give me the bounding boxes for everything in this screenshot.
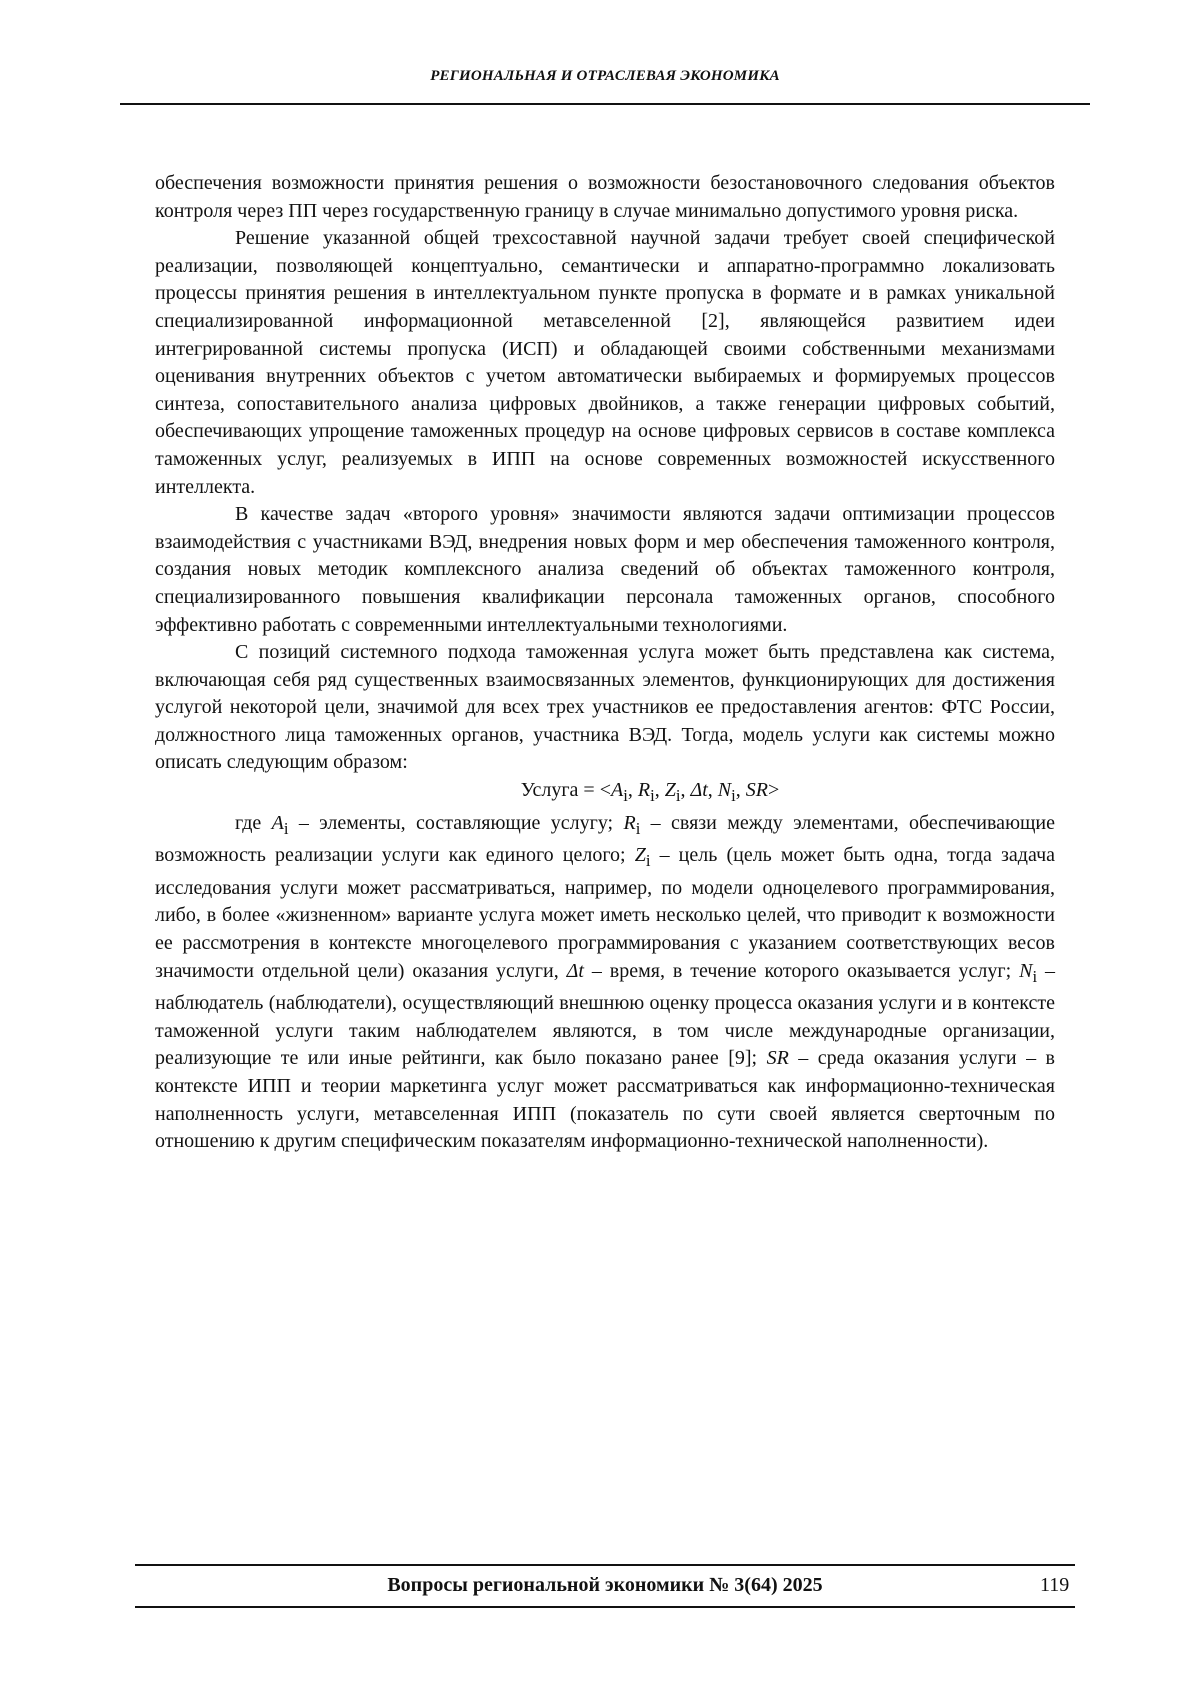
- paragraph-3: В качестве задач «второго уровня» значимости являются задачи оптимизации процессов взаимодействия с участниками ВЭД, внедрения новых форм и мер обеспечения таможенного контроля, создания новых методик комплексного анализа сведений об объектах таможенного контроля, специализированного повышения квалификации персонала таможенных органов, способного эффективно работать с современными интеллектуальными технологиями.: [155, 503, 1055, 636]
- running-title: РЕГИОНАЛЬНАЯ И ОТРАСЛЕВАЯ ЭКОНОМИКА: [430, 68, 780, 84]
- header-rule: [120, 103, 1090, 105]
- journal-title: Вопросы региональной экономики № 3(64) 2025: [387, 1574, 823, 1596]
- page-number: 119: [1040, 1574, 1070, 1596]
- service-model-formula: Услуга = $<A_i$, $R_i$, $Z_i$, Δt, $N_i$, SR>: [520, 779, 780, 806]
- paragraph-1: обеспечения возможности принятия решения о возможности безостановочного следования объектов контроля через ПП через государственную границу в случае минимально допустимого уровня риска.: [155, 172, 1055, 222]
- paragraph-2: Решение указанной общей трехсоставной научной задачи требует своей специфической реализации, позволяющей концептуально, семантически и аппаратно-программно локализовать процессы принятия решения в интеллектуальном пункте пропуска в формате и в рамках уникальной специализированной информационной метавселенной [2], являющейся развитием идеи интегрированной системы пропуска (ИСП) и обладающей своими собственными механизмами оценивания внутренних объектов с учетом автоматически выбираемых и формируемых процессов синтеза, сопоставительного анализа цифровых двойников, а также генерации цифровых событий, обеспечивающих упрощение таможенных процедур на основе цифровых сервисов в составе комплекса таможенных услуг, реализуемых в ИПП на основе современных возможностей искусственного интеллекта.: [155, 227, 1055, 498]
- footer-rule-bottom: [135, 1606, 1075, 1608]
- paragraph-4: С позиций системного подхода таможенная услуга может быть представлена как система, включающая себя ряд существенных взаимосвязанных элементов, функционирующих для достижения услугой некоторой цели, значимой для всех трех участников ее предоставления агентов: ФТС России, должностного лица таможенных органов, участника ВЭД. Тогда, модель услуги как системы можно описать следующим образом:: [155, 641, 1055, 774]
- paragraph-5: где $A_i$ – элементы, составляющие услугу; $R_i$ – связи между элементами, обеспечивающие возможность реализации услуги как единого целого; $Z_i$ – цель (цель может быть одна, тогда задача исследования услуги может рассматриваться, например, по модели одноцелевого программирования, либо, в более «жизненном» варианте услуга может иметь несколько целей, что приводит к возможности ее рассмотрения в контексте многоцелевого программирования с указанием соответствующих весов значимости отдельной цели) оказания услуги, Δt – время, в течение которого оказывается услуг; $N_i$ – наблюдатель (наблюдатели), осуществляющий внешнюю оценку процесса оказания услуги и в контексте таможенной услуги таким наблюдателем являются, в том числе международные организации, реализующие те или иные рейтинги, как было показано ранее [9]; SR – среда оказания услуги – в контексте ИПП и теории маркетинга услуг может рассматриваться как информационно-техническая наполненность услуги, метавселенная ИПП (показатель по сути своей является сверточным по отношению к другим специфическим показателям информационно-технической наполненности).: [155, 811, 1055, 1153]
- article-body: [155, 170, 1055, 1156]
- footer-rule-top: [135, 1564, 1075, 1566]
